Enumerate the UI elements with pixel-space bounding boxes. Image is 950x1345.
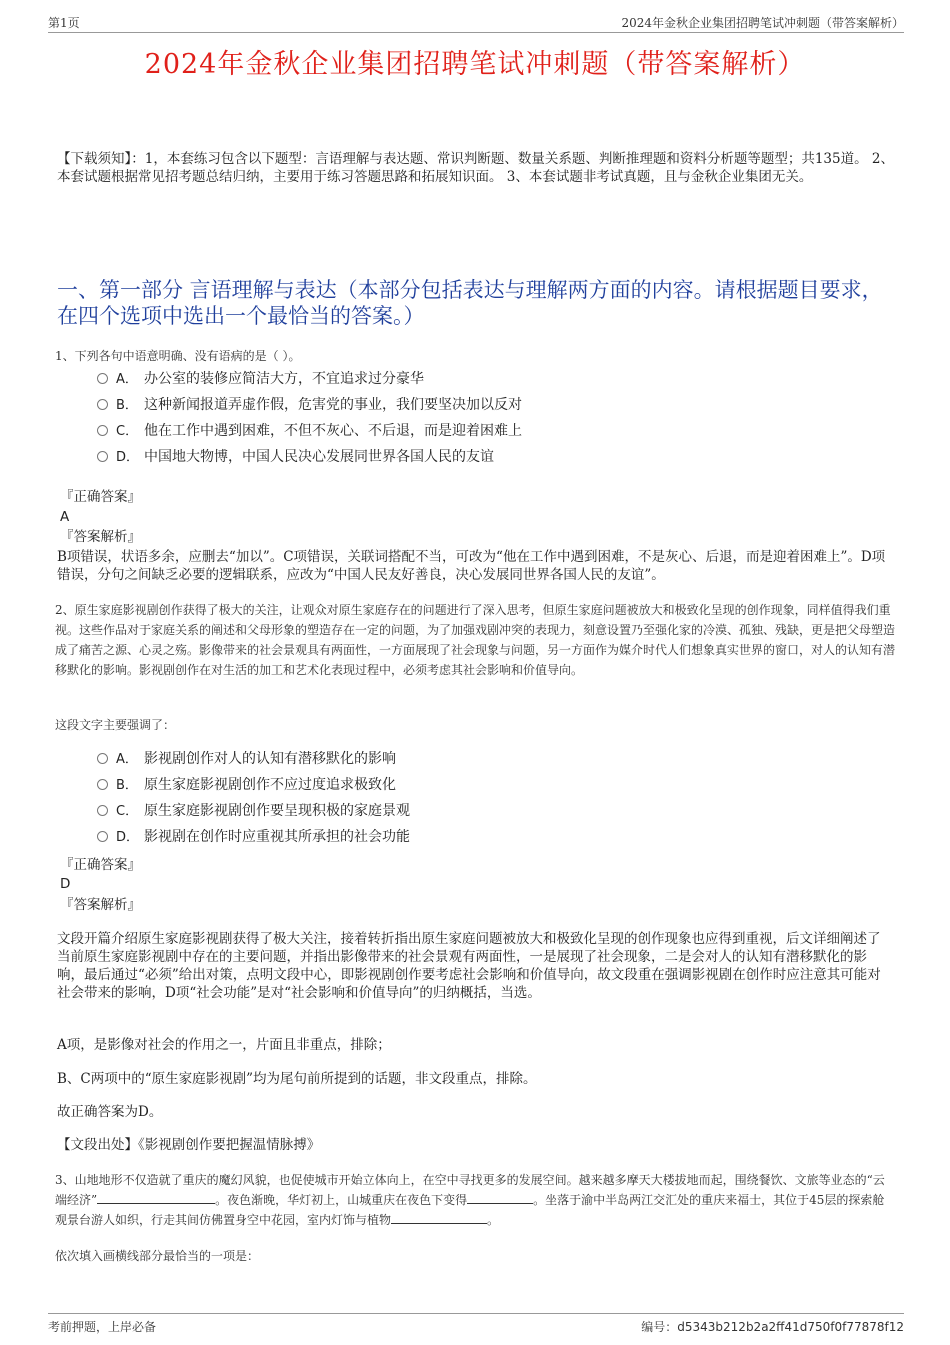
section-heading: 一、第一部分 言语理解与表达（本部分包括表达与理解两方面的内容。请根据题目要求，在四个选项中选出一个最恰当的答案。） xyxy=(57,278,883,328)
download-notice: 【下载须知】：1，本套练习包含以下题型：言语理解与表达题、常识判断题、数量关系题、判断推理题和资料分析题等题型；共135道。 2、本套试题根据常见招考题总结归纳，主要用于练习答题思路和拓展知识面。 3、本套试题非考试真题，且与金秋企业集团无关。 xyxy=(57,151,894,185)
analysis-paragraph-2: A项，是影像对社会的作用之一，片面且非重点，排除； xyxy=(57,1037,391,1053)
answer-label: 『正确答案』 xyxy=(60,857,141,873)
analysis-paragraph-1: 文段开篇介绍原生家庭影视剧获得了极大关注，接着转折指出原生家庭问题被放大和极致化呈现的创作现象也应得到重视，后文详细阐述了当前原生家庭影视剧中存在的主要问题，并指出影像带来的社会景观有两面性，一是展现了社会现象，二是会对人的认知有潜移默化的影响，最后通过“必须”给出对策，点明文段中心，即影视剧创作要考虑社会影响和价值导向，故文段重在强调影视剧在创作时应注意其可能对社会带来的影响，D项“社会功能”是对“社会影响和价值导向”的归纳概括，当选。 xyxy=(57,931,881,1001)
answer-value: A xyxy=(60,509,70,525)
analysis-paragraph-4: 故正确答案为D。 xyxy=(57,1104,163,1120)
source-note: 【文段出处】《影视剧创作要把握温情脉搏》 xyxy=(57,1137,321,1153)
question-1-stem: 1、下列各句中语意明确、没有语病的是（ ）。 xyxy=(55,349,301,363)
question-1-options xyxy=(97,366,857,470)
blank-2[interactable] xyxy=(467,1191,533,1204)
option-b[interactable]: B． 这种新闻报道弄虚作假，危害党的事业，我们要坚决加以反对 xyxy=(97,392,857,418)
radio-icon[interactable] xyxy=(97,399,108,410)
question-2-prompt: 这段文字主要强调了： xyxy=(55,718,176,732)
option-d[interactable]: D． 影视剧在创作时应重视其所承担的社会功能 xyxy=(97,824,857,850)
blank-3[interactable] xyxy=(391,1211,487,1224)
analysis-label: 『答案解析』 xyxy=(60,897,141,913)
footer-doc-id: 编号：d5343b212b2a2ff41d750f0f77878f12 xyxy=(641,1320,904,1334)
header-doc-title: 2024年金秋企业集团招聘笔试冲刺题（带答案解析） xyxy=(621,16,904,30)
question-3-stem: 3、山地地形不仅造就了重庆的魔幻风貌，也促使城市开始立体向上，在空中寻找更多的发展空间。越来越多摩天大楼拔地而起，围绕餐饮、文旅等业态的“云端经济” 。夜色渐晚，华灯初上，山城重庆在夜色下变得 。坐落于渝中半岛两江交汇处的重庆来福士，其位于45层的探索舱观景台游人如织，行走其间仿佛置身空中花园，室内灯饰与植物 。 xyxy=(55,1173,885,1227)
option-a[interactable]: A． 办公室的装修应简洁大方，不宜追求过分豪华 xyxy=(97,366,857,392)
page-header xyxy=(48,14,904,33)
option-c[interactable]: C． 原生家庭影视剧创作要呈现积极的家庭景观 xyxy=(97,798,857,824)
footer-slogan: 考前押题，上岸必备 xyxy=(48,1320,157,1334)
answer-value: D xyxy=(60,876,71,892)
radio-icon[interactable] xyxy=(97,373,108,384)
option-c[interactable]: C． 他在工作中遇到困难，不但不灰心、不后退，而是迎着困难上 xyxy=(97,418,857,444)
radio-icon[interactable] xyxy=(97,831,108,842)
question-2-stem: 2、原生家庭影视剧创作获得了极大的关注，让观众对原生家庭存在的问题进行了深入思考，但原生家庭问题被放大和极致化呈现的创作现象，同样值得我们重视。这些作品对于家庭关系的阐述和父母形象的塑造存在一定的问题，为了加强戏剧冲突的表现力，刻意设置乃至强化家的冷漠、孤独、残缺，更是把父母塑造成了痛苦之源、心灵之殇。影像带来的社会景观具有两面性，一方面展现了社会现象与问题，另一方面作为媒介时代人们想象真实世界的窗口，对人的认知有潜移默化的影响。影视剧创作在对生活的加工和艺术化表现过程中，必须考虑其社会影响和价值导向。 xyxy=(55,603,896,677)
question-2-options xyxy=(97,746,857,850)
radio-icon[interactable] xyxy=(97,779,108,790)
analysis-paragraph-3: B、C两项中的“原生家庭影视剧”均为尾句前所提到的话题，非文段重点，排除。 xyxy=(57,1071,537,1087)
answer-label: 『正确答案』 xyxy=(60,489,141,505)
option-a[interactable]: A． 影视剧创作对人的认知有潜移默化的影响 xyxy=(97,746,857,772)
radio-icon[interactable] xyxy=(97,805,108,816)
radio-icon[interactable] xyxy=(97,451,108,462)
radio-icon[interactable] xyxy=(97,753,108,764)
page-number: 第1页 xyxy=(48,16,80,30)
analysis-text: B项错误，状语多余，应删去“加以”。C项错误，关联词搭配不当，可改为“他在工作中遇到困难，不是灰心、后退，而是迎着困难上”。D项错误，分句之间缺乏必要的逻辑联系，应改为“中国人民友好善良，决心发展同世界各国人民的友谊”。 xyxy=(57,549,886,583)
analysis-label: 『答案解析』 xyxy=(60,529,141,545)
blank-1[interactable] xyxy=(97,1191,215,1204)
radio-icon[interactable] xyxy=(97,425,108,436)
option-d[interactable]: D． 中国地大物博，中国人民决心发展同世界各国人民的友谊 xyxy=(97,444,857,470)
page-footer xyxy=(48,1313,904,1334)
question-3-prompt: 依次填入画横线部分最恰当的一项是： xyxy=(55,1249,260,1263)
option-b[interactable]: B． 原生家庭影视剧创作不应过度追求极致化 xyxy=(97,772,857,798)
page-title: 2024年金秋企业集团招聘笔试冲刺题（带答案解析） xyxy=(144,49,806,80)
